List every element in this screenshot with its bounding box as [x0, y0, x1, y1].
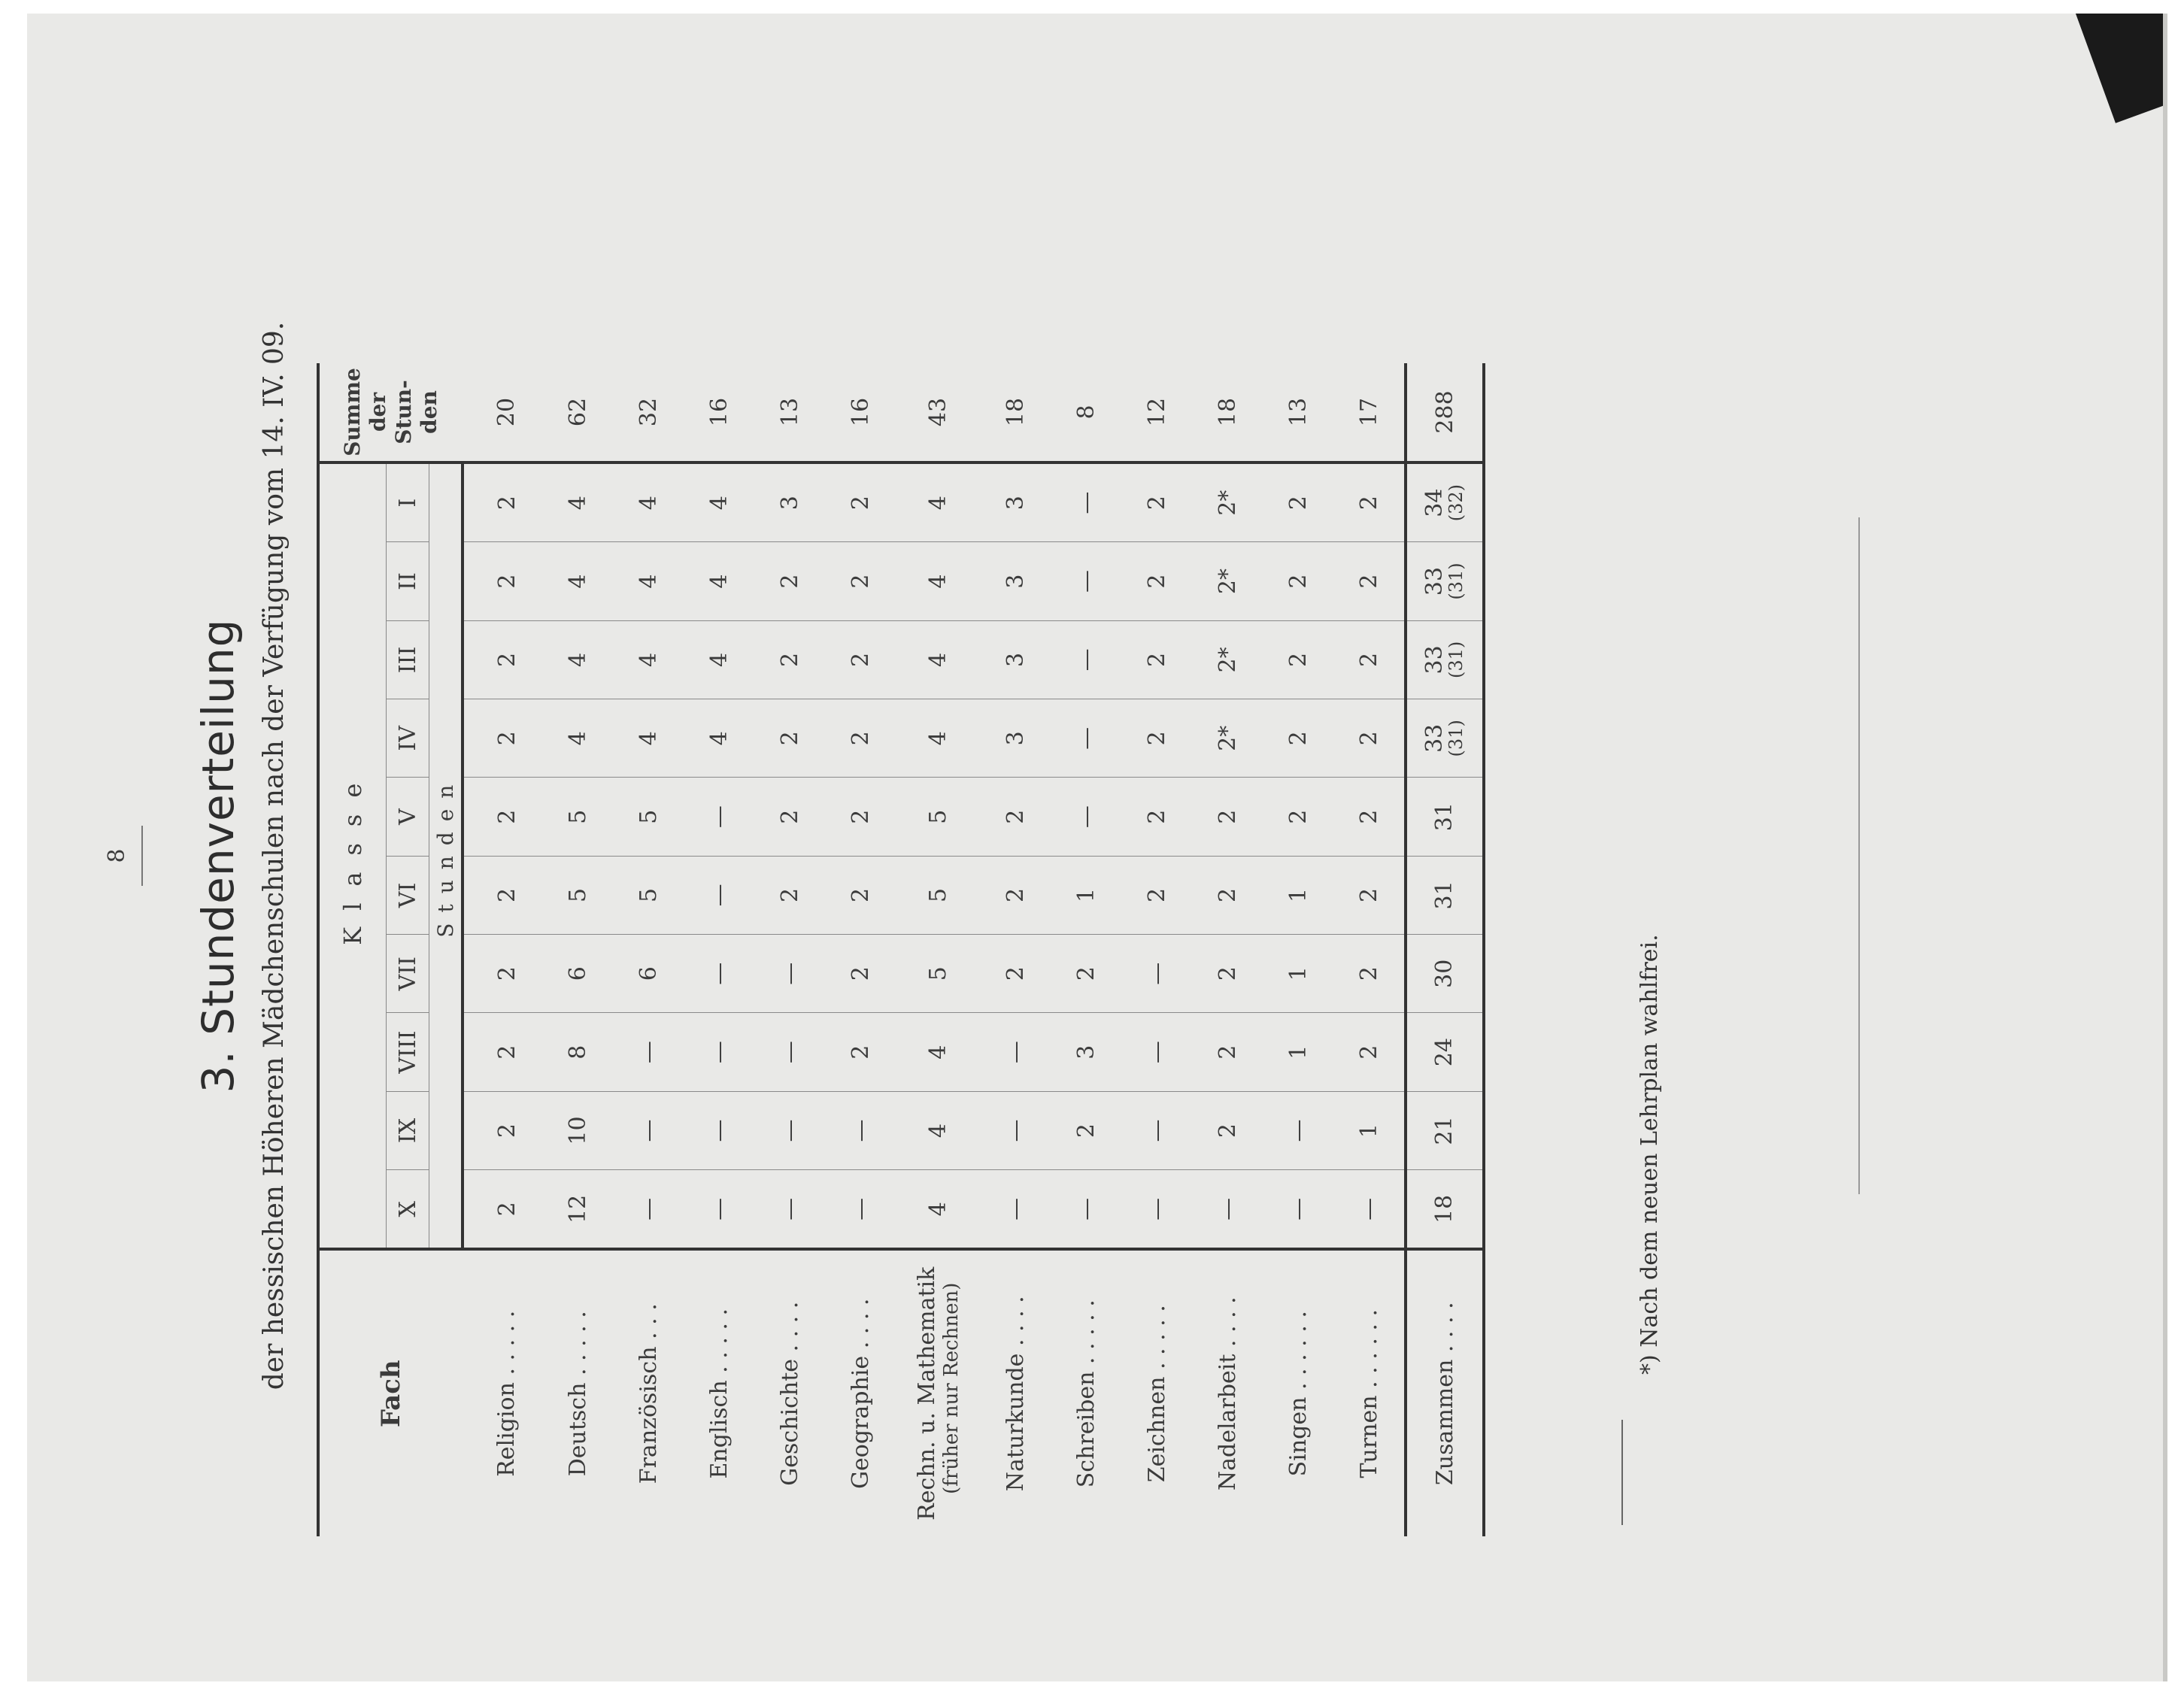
hours-cell: —	[1121, 1091, 1192, 1169]
hours-cell: 2	[1051, 935, 1121, 1013]
hours-cell: 2*	[1192, 699, 1263, 778]
total-cell	[1406, 1091, 1484, 1169]
bottom-rule	[1858, 517, 1860, 1194]
total-row	[1406, 363, 1484, 1536]
hours-cell: 2	[1333, 699, 1406, 778]
hours-cell: 5	[896, 778, 980, 856]
header-summe-line1: Summe	[340, 368, 365, 456]
schedule-table	[317, 363, 1485, 1536]
rotated-page	[57, 36, 2163, 1675]
page-number: 8	[104, 36, 130, 1675]
subject-name: Englisch . . . . .	[705, 1308, 733, 1479]
total-cell	[1406, 1013, 1484, 1091]
table-row	[613, 363, 684, 1536]
hours-cell: 2	[1263, 699, 1333, 778]
table-row	[754, 363, 825, 1536]
hours-cell: —	[1051, 699, 1121, 778]
total-cell	[1406, 462, 1484, 542]
hours-cell: 2	[1263, 620, 1333, 699]
sum-cell: 18	[1192, 363, 1263, 462]
subject-cell	[896, 1249, 980, 1536]
subject-cell	[1333, 1249, 1406, 1536]
subject-name: Singen . . . . . .	[1285, 1311, 1312, 1477]
hours-cell: 2	[825, 935, 896, 1013]
table-body	[463, 363, 1484, 1536]
hours-cell: —	[1051, 542, 1121, 620]
hours-cell: 2	[1285, 496, 1312, 511]
subject-cell	[754, 1249, 825, 1536]
table-row	[684, 363, 754, 1536]
hours-cell: —	[980, 1170, 1051, 1250]
total-value: 33	[1421, 566, 1448, 596]
hours-cell: 2	[825, 856, 896, 934]
sum-cell: 20	[463, 363, 542, 462]
subject-cell	[463, 1249, 542, 1536]
grade-header: I	[387, 462, 429, 542]
table-row	[463, 363, 542, 1536]
sum-cell: 62	[542, 363, 613, 462]
sum-cell: 13	[754, 363, 825, 462]
subject-cell	[1051, 1249, 1121, 1536]
hours-cell: —	[980, 1091, 1051, 1169]
hours-cell: 6	[542, 935, 613, 1013]
hours-cell: —	[1051, 778, 1121, 856]
hours-cell: —	[684, 778, 754, 856]
hours-cell: 2	[1192, 778, 1263, 856]
hours-cell: 2	[1121, 699, 1192, 778]
total-value: 33	[1421, 645, 1448, 675]
hours-cell: 2	[980, 856, 1051, 934]
sum-cell: 17	[1333, 363, 1406, 462]
sum-cell: 43	[896, 363, 980, 462]
hours-cell: 2	[1263, 778, 1333, 856]
hours-cell: 2	[754, 699, 825, 778]
sum-cell: 16	[684, 363, 754, 462]
subject-name: Geschichte . . . .	[776, 1301, 803, 1486]
hours-cell: —	[684, 1013, 754, 1091]
total-cell	[1406, 935, 1484, 1013]
hours-cell: 2	[1263, 542, 1333, 620]
hours-cell: 2	[1192, 856, 1263, 934]
hours-cell: 4	[613, 620, 684, 699]
hours-cell: 2	[493, 496, 520, 511]
hours-cell: —	[613, 1013, 684, 1091]
hours-cell: 4	[613, 699, 684, 778]
hours-cell: 4	[542, 620, 613, 699]
hours-cell: 5	[613, 778, 684, 856]
total-cell	[1406, 1170, 1484, 1250]
hours-cell: —	[754, 1170, 825, 1250]
total-value: 31	[1431, 802, 1458, 832]
hours-cell: 4	[896, 1170, 980, 1250]
hours-cell: —	[1121, 1170, 1192, 1250]
hours-cell: 12	[542, 1170, 613, 1250]
table-row	[1051, 363, 1121, 1536]
hours-cell: 3	[980, 699, 1051, 778]
hours-cell: 2	[847, 496, 874, 511]
hours-cell: 2	[463, 620, 542, 699]
subject-cell	[613, 1249, 684, 1536]
total-label: Zusammen . . . .	[1406, 1249, 1484, 1536]
total-cell	[1406, 542, 1484, 620]
hours-cell: 1	[1263, 856, 1333, 934]
hours-cell: 8	[542, 1013, 613, 1091]
hours-cell: 2	[1121, 620, 1192, 699]
grade-header: IX	[387, 1091, 429, 1169]
hours-cell: 5	[896, 856, 980, 934]
hours-cell: 4	[684, 699, 754, 778]
subject-name: Geographie . . . .	[847, 1298, 874, 1489]
hours-cell: 2	[1051, 1091, 1121, 1169]
hours-cell: 2	[463, 778, 542, 856]
hours-cell: 4	[896, 542, 980, 620]
hours-cell: 4	[896, 620, 980, 699]
hours-cell: 2	[980, 778, 1051, 856]
table-row	[1192, 363, 1263, 1536]
total-value: 34	[1421, 488, 1448, 517]
table-row	[1263, 363, 1333, 1536]
hours-cell: —	[1051, 1170, 1121, 1250]
total-cell	[1406, 856, 1484, 934]
sum-cell: 16	[825, 363, 896, 462]
subject-note: (früher nur Rechnen)	[939, 1282, 963, 1494]
hours-cell: 2	[1121, 542, 1192, 620]
hours-cell: 3	[1051, 1013, 1121, 1091]
hours-cell: 2*	[1192, 620, 1263, 699]
hours-cell: 4	[896, 1091, 980, 1169]
hours-cell: —	[1121, 935, 1192, 1013]
grade-header: VI	[387, 856, 429, 934]
hours-cell: —	[1192, 1170, 1263, 1250]
hours-cell: 2	[825, 542, 896, 620]
hours-cell: 2	[754, 778, 825, 856]
subject-name: Französisch . . .	[635, 1303, 662, 1484]
hours-cell: 5	[542, 778, 613, 856]
hours-cell: 5	[542, 856, 613, 934]
hours-cell: —	[1263, 1170, 1333, 1250]
hours-cell: 3	[980, 542, 1051, 620]
hours-cell: 2	[1333, 1013, 1406, 1091]
grade-header: X	[387, 1170, 429, 1250]
grade-header: V	[387, 778, 429, 856]
hours-cell: 2	[825, 778, 896, 856]
hours-cell: —	[1072, 491, 1100, 514]
hours-cell: 5	[613, 856, 684, 934]
total-alternate: (32)	[1445, 484, 1467, 522]
hours-cell: 4	[924, 496, 951, 511]
hours-cell: 5	[896, 935, 980, 1013]
table-row	[542, 363, 613, 1536]
subject-name: Schreiben . . . . .	[1072, 1299, 1100, 1488]
hours-cell: —	[825, 1170, 896, 1250]
hours-cell: —	[754, 935, 825, 1013]
hours-cell: 2	[825, 620, 896, 699]
total-value: 33	[1421, 723, 1448, 753]
hours-cell: —	[684, 1091, 754, 1169]
total-sum: 288	[1406, 363, 1484, 462]
hours-cell: —	[684, 856, 754, 934]
hours-cell: 2	[463, 1170, 542, 1250]
hours-cell: 2	[463, 1091, 542, 1169]
subject-name: Naturkunde . . . .	[1002, 1296, 1029, 1492]
hours-cell: 2	[1333, 856, 1406, 934]
footnote-rule	[1621, 1420, 1623, 1525]
header-fach: Fach	[318, 1249, 463, 1536]
hours-cell: —	[613, 1170, 684, 1250]
table-row	[1121, 363, 1192, 1536]
grade-header: II	[387, 542, 429, 620]
header-summe-line3: Stun-	[391, 380, 416, 444]
total-value: 18	[1431, 1194, 1458, 1224]
hours-cell: 2	[1121, 778, 1192, 856]
total-alternate: (31)	[1445, 641, 1467, 679]
subject-name: Religion . . . . .	[493, 1310, 520, 1477]
hours-cell: 4	[705, 496, 733, 511]
hours-cell: 3	[1002, 496, 1029, 511]
hours-cell: —	[1051, 620, 1121, 699]
total-value: 24	[1431, 1038, 1458, 1067]
hours-cell: —	[825, 1091, 896, 1169]
hours-cell: 4	[684, 620, 754, 699]
hours-cell: —	[613, 1091, 684, 1169]
sum-cell: 8	[1051, 363, 1121, 462]
hours-cell: 2	[1333, 620, 1406, 699]
table-row	[980, 363, 1051, 1536]
table-row	[896, 363, 980, 1536]
hours-cell: 2	[463, 1013, 542, 1091]
hours-cell: 4	[542, 542, 613, 620]
hours-cell: 2*	[1192, 542, 1263, 620]
hours-cell: 3	[980, 620, 1051, 699]
hours-cell: 2	[463, 699, 542, 778]
sum-cell: 32	[613, 363, 684, 462]
page-title: 3. Stundenverteilung	[193, 618, 244, 1093]
grade-header: VII	[387, 935, 429, 1013]
total-value: 21	[1431, 1116, 1458, 1145]
hours-cell: —	[684, 1170, 754, 1250]
hours-cell: 2*	[1214, 490, 1241, 516]
hours-cell: 2	[754, 542, 825, 620]
total-value: 30	[1431, 959, 1458, 988]
hours-cell: —	[1333, 1170, 1406, 1250]
subject-name: Deutsch . . . . .	[564, 1311, 591, 1477]
header-klasse: Klasse	[318, 462, 387, 1250]
hours-cell: 2	[825, 699, 896, 778]
hours-cell: 4	[564, 496, 591, 511]
hours-cell: 4	[896, 699, 980, 778]
hours-cell: 2	[980, 935, 1051, 1013]
hours-cell: 2	[1333, 935, 1406, 1013]
grade-header: VIII	[387, 1013, 429, 1091]
hours-cell: —	[1263, 1091, 1333, 1169]
hours-cell: 2	[825, 1013, 896, 1091]
hours-cell: 2	[754, 856, 825, 934]
hours-cell: 2	[463, 856, 542, 934]
subject-name: Nadelarbeit . . . .	[1214, 1296, 1241, 1491]
grade-header: III	[387, 620, 429, 699]
table-row	[1333, 363, 1406, 1536]
hours-cell: 2	[463, 542, 542, 620]
hours-cell: —	[754, 1091, 825, 1169]
total-alternate: (31)	[1445, 720, 1467, 757]
subject-cell	[1192, 1249, 1263, 1536]
hours-cell: 3	[776, 496, 803, 511]
subject-cell	[980, 1249, 1051, 1536]
subject-cell	[1121, 1249, 1192, 1536]
total-cell	[1406, 778, 1484, 856]
footnote: *) Nach dem neuen Lehrplan wahlfrei.	[1636, 934, 1663, 1375]
total-cell	[1406, 699, 1484, 778]
hours-cell: 2	[1333, 542, 1406, 620]
hours-cell: 2	[1192, 1013, 1263, 1091]
paper-sheet	[27, 14, 2167, 1681]
subject-cell	[825, 1249, 896, 1536]
hours-cell: 2	[1355, 496, 1382, 511]
hours-cell: 2	[1192, 935, 1263, 1013]
sum-cell: 12	[1121, 363, 1192, 462]
hours-cell: 1	[1051, 856, 1121, 934]
header-stunden: Stunden	[429, 462, 463, 1250]
header-summe	[318, 363, 463, 462]
hours-cell: 4	[613, 542, 684, 620]
header-summe-line4: den	[417, 390, 441, 434]
subject-cell	[542, 1249, 613, 1536]
subject-cell	[1263, 1249, 1333, 1536]
hours-cell: 1	[1263, 935, 1333, 1013]
hours-cell: 6	[613, 935, 684, 1013]
total-alternate: (31)	[1445, 562, 1467, 600]
hours-cell: 2	[1121, 856, 1192, 934]
hours-cell: 1	[1333, 1091, 1406, 1169]
header-summe-line2: der	[366, 392, 390, 432]
hours-cell: 4	[684, 542, 754, 620]
hours-cell: 2	[1143, 496, 1170, 511]
subject-name: Zeichnen . . . . .	[1143, 1305, 1170, 1483]
hours-cell: 2	[754, 620, 825, 699]
grade-header: IV	[387, 699, 429, 778]
hours-cell: 4	[896, 1013, 980, 1091]
subject-name: Turnen . . . . . .	[1355, 1308, 1382, 1478]
hours-cell: 2	[463, 935, 542, 1013]
hours-cell: 1	[1263, 1013, 1333, 1091]
total-cell	[1406, 620, 1484, 699]
table-row	[825, 363, 896, 1536]
sum-cell: 18	[980, 363, 1051, 462]
hours-cell: —	[754, 1013, 825, 1091]
page-subtitle: der hessischen Höheren Mädchenschulen nach der Verfügung vom 14. IV. 09.	[259, 321, 290, 1390]
hours-cell: 4	[635, 496, 662, 511]
hours-cell: —	[684, 935, 754, 1013]
hours-cell: 4	[542, 699, 613, 778]
subject-name: Rechn. u. Mathematik	[913, 1266, 940, 1521]
hours-cell: 2	[1333, 778, 1406, 856]
total-value: 31	[1431, 881, 1458, 910]
hours-cell: —	[1121, 1013, 1192, 1091]
hours-cell: 10	[542, 1091, 613, 1169]
subject-cell	[684, 1249, 754, 1536]
sum-cell: 13	[1263, 363, 1333, 462]
hours-cell: —	[980, 1013, 1051, 1091]
hours-cell: 2	[1192, 1091, 1263, 1169]
